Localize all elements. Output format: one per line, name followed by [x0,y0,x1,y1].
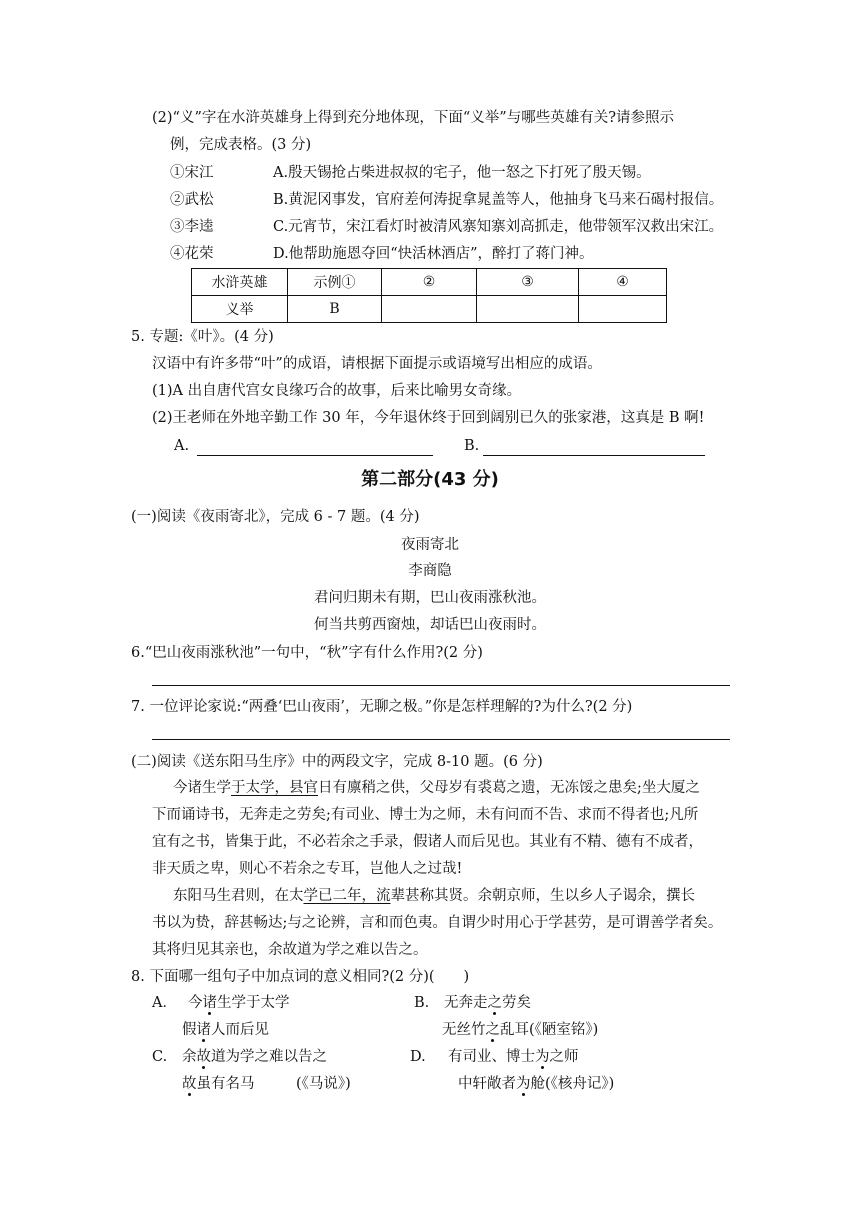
table-header-row [192,269,667,296]
q8-option-a-sentence2 [182,1020,269,1040]
prose-p2-line3: 其将归见其亲也，余故道为学之难以告之。 [152,942,428,958]
prose-p2-line2: 书以为贽，辞甚畅达;与之论辨，言和而色夷。自谓少时用心于学甚劳，是可谓善学者矣。 [152,915,723,931]
q5-answer-a-label: A. [174,438,190,454]
text-span: 生学于太学 [217,995,290,1011]
poem-section-intro: (一)阅读《夜雨寄北》，完成 6 - 7 题。(4 分) [131,509,420,525]
text-span: 无奔走 [444,995,488,1011]
q8-option-d-sentence2 [458,1074,614,1094]
dotted-word: 为 [535,1049,550,1065]
q7-stem: 7. 一位评论家说:“两叠‘巴山夜雨’，无聊之极。”你是怎样理解的?为什么?(2 分) [131,699,633,715]
q8-option-b-sentence2 [442,1020,598,1040]
q5-answer-a-blank[interactable] [197,455,433,456]
q6-stem: 6.“巴山夜雨涨秋池”一句中，“秋”字有什么作用?(2 分) [131,645,483,661]
hero-1: ①宋江 [170,165,214,181]
table-header-cell: ② [382,269,477,296]
text-span: 日有廪稍之供，父母岁有裘葛之遗，无冻馁之患矣;坐大厦之 [318,780,700,796]
dotted-word: 故 [182,1076,197,1092]
text-span: 有司业、博士 [448,1049,535,1065]
text-span: 今 [188,995,203,1011]
text-span: 道为学之难以告之 [211,1049,327,1065]
prose-section-intro: (二)阅读《送东阳马生序》中的两段文字，完成 8-10 题。(6 分) [131,754,543,770]
dotted-word: 为 [516,1076,531,1092]
q8-option-c-label[interactable]: C. [152,1049,168,1065]
text-span: 乱耳(《陋室铭》) [500,1022,599,1038]
q8-option-c-source: (《马说》) [296,1076,351,1092]
deed-b: B.黄泥冈事发，官府差何涛捉拿晁盖等人，他抽身飞马来石碣村报信。 [273,192,724,208]
text-span: 假 [182,1022,197,1038]
dotted-word: 诸 [196,1022,211,1038]
q6-answer-line[interactable] [152,685,730,686]
text-span: 余 [182,1049,197,1065]
part2-heading: 第二部分(43 分) [361,469,499,490]
hero-3: ③李逵 [170,219,214,235]
text-span: 无丝竹 [442,1022,486,1038]
deed-d: D.他帮助施恩夺回“快活林酒店”，醉打了蒋门神。 [273,246,594,262]
q4-2-prompt-line2: 例，完成表格。(3 分) [170,137,312,153]
dotted-word: 之 [485,1022,500,1038]
q5-title: 5. 专题:《叶》。(4 分) [131,329,274,345]
text-span: 之师 [549,1049,579,1065]
q5-answer-b-label: B. [464,438,480,454]
prose-p1-line2: 下而诵诗书，无奔走之劳矣;有司业、博士为之师，未有问而不告、求而不得者也;凡所 [152,807,699,823]
text-span: 劳矣 [502,995,531,1011]
poem-line-1: 君问归期未有期，巴山夜雨涨秋池。 [314,590,546,606]
hero-4: ④花荣 [170,246,214,262]
hero-deed-table [191,268,667,323]
deed-c: C.元宵节，宋江看灯时被清风寨知寨刘高抓走，他带领军汉救出宋江。 [273,219,724,235]
table-row [192,296,667,323]
poem-line-2: 何当共剪西窗烛，却话巴山夜雨时。 [314,617,546,633]
dotted-word: 诸 [202,995,217,1011]
q5-answer-b-blank[interactable] [483,455,705,456]
prose-p2-line1 [173,886,695,906]
q7-answer-line[interactable] [152,739,730,740]
q5-intro: 汉语中有许多带“叶”的成语，请根据下面提示或语境写出相应的成语。 [152,356,602,372]
text-span: 辈甚称其贤。余朝京师，生以乡人子谒余，撰长 [390,888,695,904]
q8-option-a-sentence1 [188,993,290,1013]
table-answer-cell[interactable] [579,296,667,323]
table-cell: B [288,296,382,323]
deed-a: A.殷天锡抢占柴进叔叔的宅子，他一怒之下打死了殷天锡。 [273,165,651,181]
table-header-cell: ④ [579,269,667,296]
table-cell: 义举 [192,296,288,323]
q5-item2: (2)王老师在外地辛勤工作 30 年，今年退休终于回到阔别已久的张家港，这真是 B 啊! [152,410,705,426]
q8-option-d-label[interactable]: D. [410,1049,426,1065]
table-header-cell: 水浒英雄 [192,269,288,296]
text-span: 东阳马生君则，在太 [173,888,304,904]
q8-option-d-sentence1 [448,1047,579,1067]
table-header-cell: 示例① [288,269,382,296]
hero-2: ②武松 [170,192,214,208]
table-answer-cell[interactable] [477,296,579,323]
text-span: 舱(《核舟记》) [530,1076,615,1092]
poem-title: 夜雨寄北 [401,537,459,553]
table-answer-cell[interactable] [382,296,477,323]
text-span: 今诸生学 [173,780,231,796]
text-span: 中轩敞者 [458,1076,516,1092]
table-header-cell: ③ [477,269,579,296]
q8-option-b-sentence1 [444,993,531,1013]
prose-p1-line1 [173,778,700,798]
prose-p1-line3: 宜有之书，皆集于此，不必若余之手录，假诸人而后见也。其业有不精、德有不成者， [152,834,703,850]
q8-option-c-sentence1 [182,1047,327,1067]
q8-option-c-sentence2 [182,1074,255,1094]
underlined-phrase: 学已二年，流 [303,888,391,904]
text-span: 虽有名马 [196,1076,255,1092]
text-span: 人而后见 [211,1022,269,1038]
dotted-word: 故 [196,1049,211,1065]
poem-author: 李商隐 [408,563,452,579]
q8-option-a-label[interactable]: A． [152,995,177,1011]
q8-option-b-label[interactable]: B． [414,995,440,1011]
q5-item1: (1)A 出自唐代宫女良缘巧合的故事，后来比喻男女奇缘。 [152,383,522,399]
dotted-word: 之 [487,995,502,1011]
prose-p1-line4: 非天质之卑，则心不若余之专耳，岂他人之过哉! [152,861,463,877]
q4-2-prompt-line1: (2)“义”字在水浒英雄身上得到充分地体现，下面“义举”与哪些英雄有关?请参照示 [152,110,674,126]
q8-stem: 8. 下面哪一组句子中加点词的意义相同?(2 分)( ) [131,969,470,985]
underlined-phrase: 于太学，县官 [231,780,318,796]
